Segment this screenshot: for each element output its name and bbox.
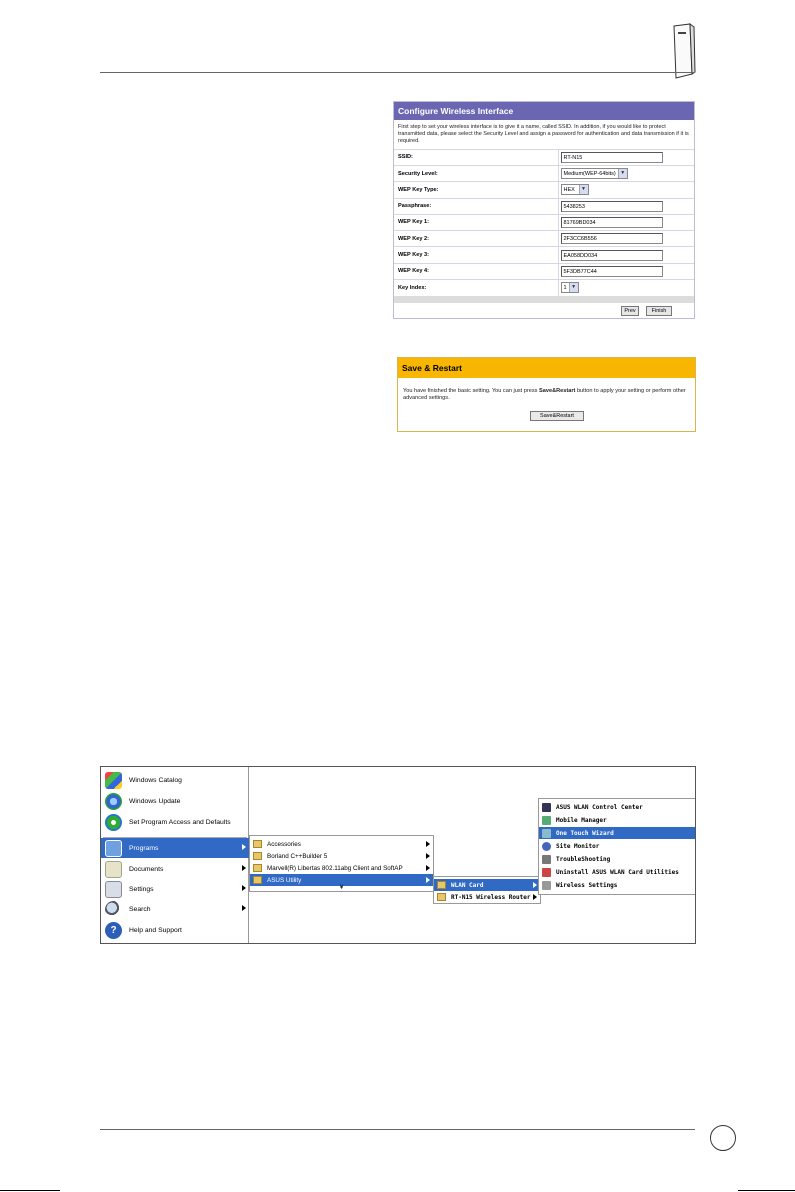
page-number-circle xyxy=(710,1125,736,1151)
security-level-value: Medium(WEP-64bits) xyxy=(563,170,616,177)
control-center-label: ASUS WLAN Control Center xyxy=(556,803,643,811)
search-icon xyxy=(105,901,122,918)
asus-utility-label: ASUS Utility xyxy=(267,876,302,884)
security-level-select[interactable] xyxy=(561,168,628,179)
wep-key-1-label: WEP Key 1: xyxy=(394,214,558,230)
wep-key-1-input[interactable]: 81769BD034 xyxy=(561,217,663,228)
chevron-down-icon: ▼ xyxy=(579,185,588,194)
programs-icon xyxy=(105,840,122,857)
folder-icon xyxy=(253,876,262,884)
row-wep-key-3 xyxy=(394,247,694,263)
save-restart-button[interactable]: Save&Restart xyxy=(530,411,584,421)
configure-wireless-panel xyxy=(393,101,695,319)
app-troubleshooting[interactable] xyxy=(539,853,695,865)
crop-mark xyxy=(0,1190,60,1191)
app-uninstall[interactable] xyxy=(539,866,695,878)
menu-item-settings[interactable] xyxy=(101,879,249,899)
wep-key-3-label: WEP Key 3: xyxy=(394,247,558,263)
folder-icon xyxy=(253,852,262,860)
configure-form xyxy=(394,149,694,296)
row-wep-key-4 xyxy=(394,263,694,279)
site-monitor-icon xyxy=(542,842,551,851)
menu-item-set-program-access[interactable] xyxy=(101,812,249,832)
chevron-right-icon xyxy=(426,877,430,883)
program-access-icon xyxy=(105,814,122,831)
passphrase-label: Passphrase: xyxy=(394,198,558,214)
folder-icon xyxy=(437,893,446,901)
save-desc-bold: Save&Restart xyxy=(539,388,576,394)
settings-label: Settings xyxy=(129,885,154,893)
mobile-manager-icon xyxy=(542,816,551,825)
marvell-label: Marvell(R) Libertas 802.11abg Client and SoftAP xyxy=(267,864,403,872)
start-menu-left xyxy=(101,767,249,943)
documents-icon xyxy=(105,861,122,878)
save-restart-description xyxy=(398,378,695,402)
security-level-label: Security Level: xyxy=(394,165,558,181)
submenu-accessories[interactable] xyxy=(250,838,433,850)
documents-label: Documents xyxy=(129,865,164,873)
save-restart-title: Save & Restart xyxy=(398,358,695,378)
mobile-manager-label: Mobile Manager xyxy=(556,816,607,824)
wizard-icon xyxy=(542,829,551,838)
chevron-right-icon xyxy=(426,853,430,859)
menu-item-search[interactable] xyxy=(101,899,249,919)
wireless-settings-icon xyxy=(542,881,551,890)
accessories-label: Accessories xyxy=(267,840,301,848)
chevron-right-icon xyxy=(426,841,430,847)
row-wep-key-type xyxy=(394,182,694,198)
chevron-right-icon xyxy=(242,905,246,911)
wep-key-3-input[interactable]: EA058DD034 xyxy=(561,250,663,261)
help-icon: ? xyxy=(105,922,122,939)
wep-key-type-select[interactable] xyxy=(561,184,589,195)
key-index-label: Key Index: xyxy=(394,279,558,295)
asus-utility-submenu xyxy=(433,876,541,904)
chevron-right-icon xyxy=(242,885,246,891)
globe-icon xyxy=(105,793,122,810)
menu-item-programs[interactable] xyxy=(101,838,249,858)
rt-n15-label: RT-N15 Wireless Router xyxy=(451,893,531,901)
app-site-monitor[interactable] xyxy=(539,840,695,852)
folder-icon xyxy=(437,881,446,889)
programs-label: Programs xyxy=(129,844,159,852)
wlan-card-label: WLAN Card xyxy=(451,881,484,889)
app-control-center[interactable] xyxy=(539,801,695,813)
configure-button-bar xyxy=(394,305,694,318)
wep-key-2-input[interactable]: 2F3CC6B556 xyxy=(561,233,663,244)
chevron-right-icon xyxy=(533,894,537,900)
wep-key-4-label: WEP Key 4: xyxy=(394,263,558,279)
wlan-card-submenu xyxy=(538,798,696,895)
wep-key-2-label: WEP Key 2: xyxy=(394,231,558,247)
control-center-icon xyxy=(542,803,551,812)
menu-item-windows-update[interactable] xyxy=(101,791,249,811)
borland-label: Borland C++Builder 5 xyxy=(267,852,328,860)
wep-key-type-value: HEX xyxy=(563,186,575,193)
chevron-right-icon xyxy=(242,865,246,871)
help-support-label: Help and Support xyxy=(129,926,182,934)
menu-item-documents[interactable] xyxy=(101,859,249,879)
windows-catalog-icon xyxy=(105,772,122,789)
settings-icon xyxy=(105,881,122,898)
submenu-marvell[interactable] xyxy=(250,862,433,874)
menu-item-windows-catalog[interactable] xyxy=(101,770,249,790)
footer-rule xyxy=(100,1129,695,1130)
app-mobile-manager[interactable] xyxy=(539,814,695,826)
configure-description: First step to set your wireless interface is to give it a name, called SSID. In addition, if you would like to protect transmitted data, please select the Security Level and assign a password for authentication and data transmission if it is required. xyxy=(398,124,689,145)
start-menu-screenshot xyxy=(100,766,696,944)
submenu-borland[interactable] xyxy=(250,850,433,862)
site-monitor-label: Site Monitor xyxy=(556,842,600,850)
more-items-chevron-icon[interactable]: ¥ xyxy=(339,885,344,891)
chevron-down-icon: ▼ xyxy=(569,283,578,292)
configure-title: Configure Wireless Interface xyxy=(394,102,694,120)
ssid-input[interactable]: RT-N15 xyxy=(561,152,663,163)
programs-submenu xyxy=(249,835,434,892)
windows-catalog-label: Windows Catalog xyxy=(129,776,182,784)
submenu-wlan-card[interactable] xyxy=(434,879,540,891)
key-index-select[interactable] xyxy=(561,282,579,293)
wireless-settings-label: Wireless Settings xyxy=(556,881,618,889)
chevron-right-icon xyxy=(242,844,246,850)
header-rule xyxy=(100,72,695,73)
troubleshooting-icon xyxy=(542,855,551,864)
ssid-label: SSID: xyxy=(394,149,558,165)
row-passphrase xyxy=(394,198,694,214)
wep-key-4-input[interactable]: 5F3DB77C44 xyxy=(561,266,663,277)
wep-key-type-label: WEP Key Type: xyxy=(394,182,558,198)
row-security-level xyxy=(394,165,694,181)
row-wep-key-2 xyxy=(394,231,694,247)
submenu-rt-n15[interactable] xyxy=(434,891,540,903)
chevron-right-icon xyxy=(533,882,537,888)
row-ssid xyxy=(394,149,694,165)
chevron-right-icon xyxy=(426,865,430,871)
search-label: Search xyxy=(129,905,151,913)
save-desc-pre: You have finished the basic setting. You can just press xyxy=(403,388,539,394)
key-index-value: 1 xyxy=(563,284,567,291)
chevron-down-icon: ▼ xyxy=(618,169,627,178)
menu-item-help[interactable] xyxy=(101,920,249,940)
one-touch-wizard-label: One Touch Wizard xyxy=(556,829,614,837)
save-restart-panel xyxy=(397,357,696,432)
windows-update-label: Windows Update xyxy=(129,797,181,805)
save-desc-post: button to apply your setting or perform other advanced settings. xyxy=(403,388,686,401)
uninstall-label: Uninstall ASUS WLAN Card Utilities xyxy=(556,868,679,876)
app-wireless-settings[interactable] xyxy=(539,879,695,891)
set-program-access-label: Set Program Access and Defaults xyxy=(129,818,231,826)
row-wep-key-1 xyxy=(394,214,694,230)
app-one-touch-wizard[interactable] xyxy=(539,827,695,839)
uninstall-icon xyxy=(542,868,551,877)
finish-button[interactable]: Finish xyxy=(646,306,672,316)
prev-button[interactable]: Prev xyxy=(621,306,639,316)
folder-icon xyxy=(253,864,262,872)
row-key-index xyxy=(394,279,694,295)
crop-mark xyxy=(738,1190,795,1191)
folder-icon xyxy=(253,840,262,848)
passphrase-input[interactable]: 5438253 xyxy=(561,201,663,212)
troubleshooting-label: TroubleShooting xyxy=(556,855,611,863)
configure-footer-bar xyxy=(394,296,694,303)
